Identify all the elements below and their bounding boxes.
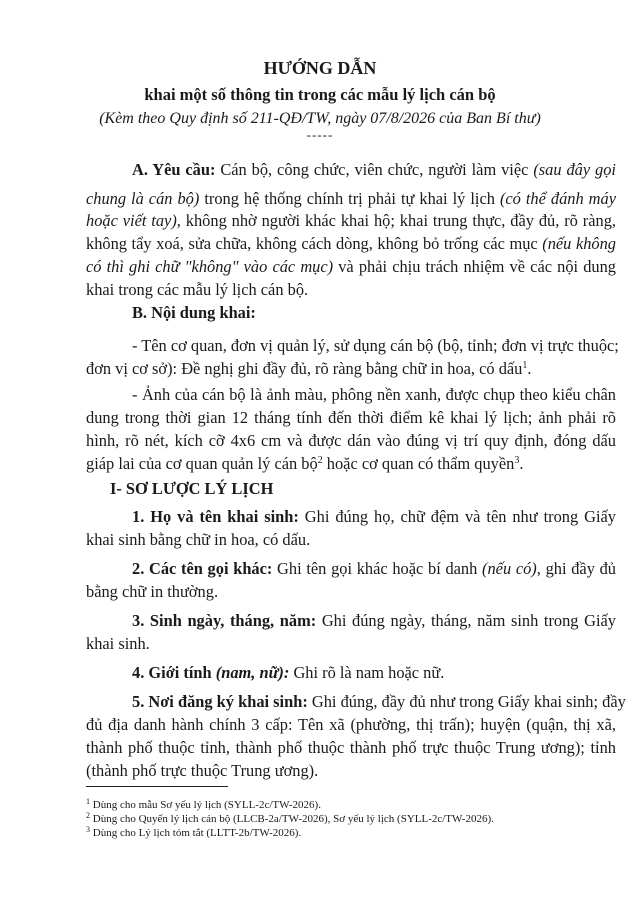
item-4-label: 4. Giới tính — [132, 663, 212, 682]
document-reference: (Kèm theo Quy định số 211-QĐ/TW, ngày 07/8/2026 của Ban Bí thư) — [99, 110, 541, 127]
item-5-line: (thành phố trực thuộc Trung ương). — [86, 761, 319, 780]
section-a-line: khai trong các mẫu lý lịch cán bộ. — [86, 280, 309, 299]
section-i-heading: I- SƠ LƯỢC LÝ LỊCH — [110, 479, 274, 498]
section-b-heading: B. Nội dung khai: — [132, 303, 256, 322]
footnote-divider — [86, 786, 228, 787]
section-b-line: hình, rõ nét, kích cỡ 4x6 cm và được dán vào đúng vị trí quy định, đóng dấu — [86, 431, 616, 450]
item-3-line: 3. Sinh ngày, tháng, năm: Ghi đúng ngày, tháng, năm sinh trong Giấy — [132, 611, 616, 630]
section-b-line: - Tên cơ quan, đơn vị quản lý, sử dụng cán bộ (bộ, tỉnh; đơn vị trực thuộc; — [132, 336, 619, 355]
section-a-line: hoặc viết tay), không nhờ người khác khai hộ; khai trung thực, đầy đủ, rõ ràng, — [86, 211, 616, 230]
section-b-line: - Ảnh của cán bộ là ảnh màu, phông nền xanh, được chụp theo kiểu chân — [132, 385, 616, 404]
section-b-line: giáp lai của cơ quan quản lý cán bộ$^2$ hoặc cơ quan có thẩm quyền$^3$. — [86, 454, 524, 473]
footnote-ref: 2 — [317, 455, 323, 466]
section-a-line: có thì ghi chữ "không" vào các mục) và phải chịu trách nhiệm về các nội dung — [86, 257, 616, 276]
item-5-label: 5. Nơi đăng ký khai sinh: — [132, 692, 308, 711]
item-5-line: thành phố thuộc tỉnh, thành phố thuộc thành phố trực thuộc Trung ương); tỉnh — [86, 738, 616, 757]
item-2-line: 2. Các tên gọi khác: Ghi tên gọi khác hoặc bí danh (nếu có), ghi đầy đủ — [132, 559, 616, 578]
section-a-heading: A. Yêu cầu: — [132, 160, 216, 179]
footnote-ref: 1 — [522, 360, 528, 371]
document-subtitle: khai một số thông tin trong các mẫu lý lịch cán bộ — [144, 85, 496, 104]
item-4-line: 4. Giới tính (nam, nữ): Ghi rõ là nam hoặc nữ. — [132, 663, 445, 682]
footnote-3: $^3$ Dùng cho Lý lịch tóm tắt (LLTT-2b/TW-2026). — [86, 825, 302, 839]
section-b-line: đơn vị cơ sở): Đề nghị ghi đầy đủ, rõ ràng bằng chữ in hoa, có dấu$^1$. — [86, 359, 532, 378]
item-5-line: đủ địa danh hành chính 3 cấp: Tên xã (phường, thị trấn); huyện (quận, thị xã, — [86, 715, 616, 734]
footnote-1: $^1$ Dùng cho mẫu Sơ yếu lý lịch (SYLL-2c/TW-2026). — [86, 797, 321, 811]
item-1-label: 1. Họ và tên khai sinh: — [132, 507, 299, 526]
item-3-label: 3. Sinh ngày, tháng, năm: — [132, 611, 317, 630]
item-3-line: khai sinh. — [86, 634, 150, 653]
section-b-line: dung trong thời gian 12 tháng tính đến thời điểm kê khai lý lịch; ảnh phải rõ — [86, 408, 616, 427]
footnote-2: $^2$ Dùng cho Quyển lý lịch cán bộ (LLCB-2a/TW-2026), Sơ yếu lý lịch (SYLL-2c/TW-2026). — [86, 811, 494, 825]
item-2-line: bằng chữ in thường. — [86, 582, 219, 601]
section-a-line: A. Yêu cầu: Cán bộ, công chức, viên chức, người làm việc (sau đây gọi — [132, 160, 616, 179]
section-a-line: chung là cán bộ) trong hệ thống chính trị phải tự khai lý lịch (có thể đánh máy — [86, 189, 616, 208]
item-5-line: 5. Nơi đăng ký khai sinh: Ghi đúng, đầy đủ như trong Giấy khai sinh; đầy — [132, 692, 626, 711]
footnote-ref: 3 — [514, 455, 520, 466]
document-title: HƯỚNG DẪN — [263, 58, 377, 78]
title-divider: ----- — [306, 127, 334, 142]
item-1-line: 1. Họ và tên khai sinh: Ghi đúng họ, chữ đệm và tên như trong Giấy — [132, 507, 616, 526]
item-1-line: khai sinh bằng chữ in hoa, có dấu. — [86, 530, 311, 549]
item-2-label: 2. Các tên gọi khác: — [132, 559, 273, 578]
section-a-line: không tẩy xoá, sửa chữa, không cách dòng, không bỏ trống các mục (nếu không — [86, 234, 616, 253]
